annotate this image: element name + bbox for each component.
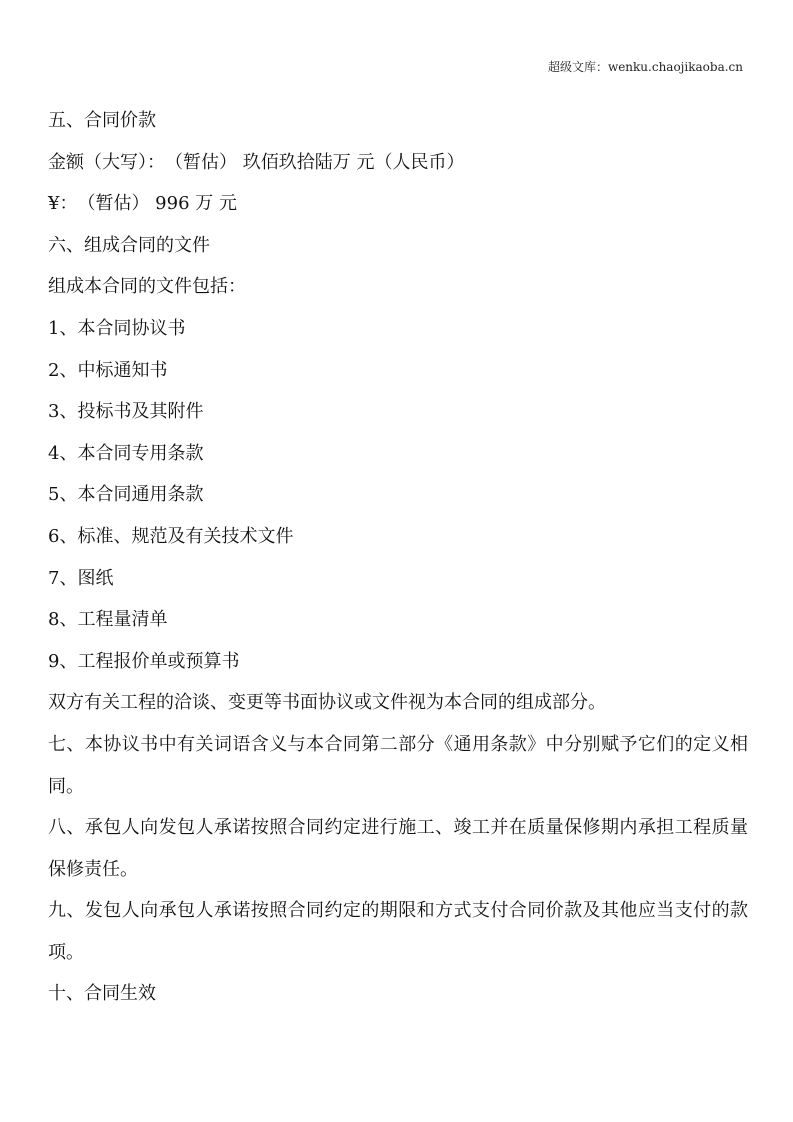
list-item: 6、标准、规范及有关技术文件 <box>48 525 294 547</box>
list-item: 5、本合同通用条款 <box>48 484 204 506</box>
list-item: 9、工程报价单或预算书 <box>48 650 240 672</box>
amount-in-figures: ¥： （暂估） 996 万 元 <box>48 193 237 215</box>
clause-nine: 九、发包人向承包人承诺按照合同约定的期限和方式支付合同价款及其他应当支付的款项。 <box>48 900 748 963</box>
documents-note: 双方有关工程的洽谈、变更等书面协议或文件视为本合同的组成部分。 <box>48 692 606 714</box>
document-body <box>48 100 748 1015</box>
source-watermark: 超级文库：wenku.chaojikaoba.cn <box>547 60 743 74</box>
amount-in-words: 金额（大写）： （暂估） 玖佰玖拾陆万 元（人民币） <box>48 151 465 173</box>
list-item: 4、本合同专用条款 <box>48 442 204 464</box>
clause-eight: 八、承包人向发包人承诺按照合同约定进行施工、竣工并在质量保修期内承担工程质量保修责任。 <box>48 817 748 880</box>
list-item: 7、图纸 <box>48 567 114 589</box>
list-item: 3、投标书及其附件 <box>48 401 204 423</box>
clause-seven: 七、本协议书中有关词语含义与本合同第二部分《通用条款》中分别赋予它们的定义相同。 <box>48 733 748 797</box>
list-item: 2、中标通知书 <box>48 359 168 381</box>
section-title-effectiveness: 十、合同生效 <box>48 983 156 1005</box>
section-title-contract-documents: 六、组成合同的文件 <box>48 234 210 256</box>
documents-intro: 组成本合同的文件包括： <box>48 276 246 298</box>
section-title-contract-price: 五、合同价款 <box>48 110 156 131</box>
list-item: 1、本合同协议书 <box>48 317 186 339</box>
list-item: 8、工程量清单 <box>48 609 168 631</box>
